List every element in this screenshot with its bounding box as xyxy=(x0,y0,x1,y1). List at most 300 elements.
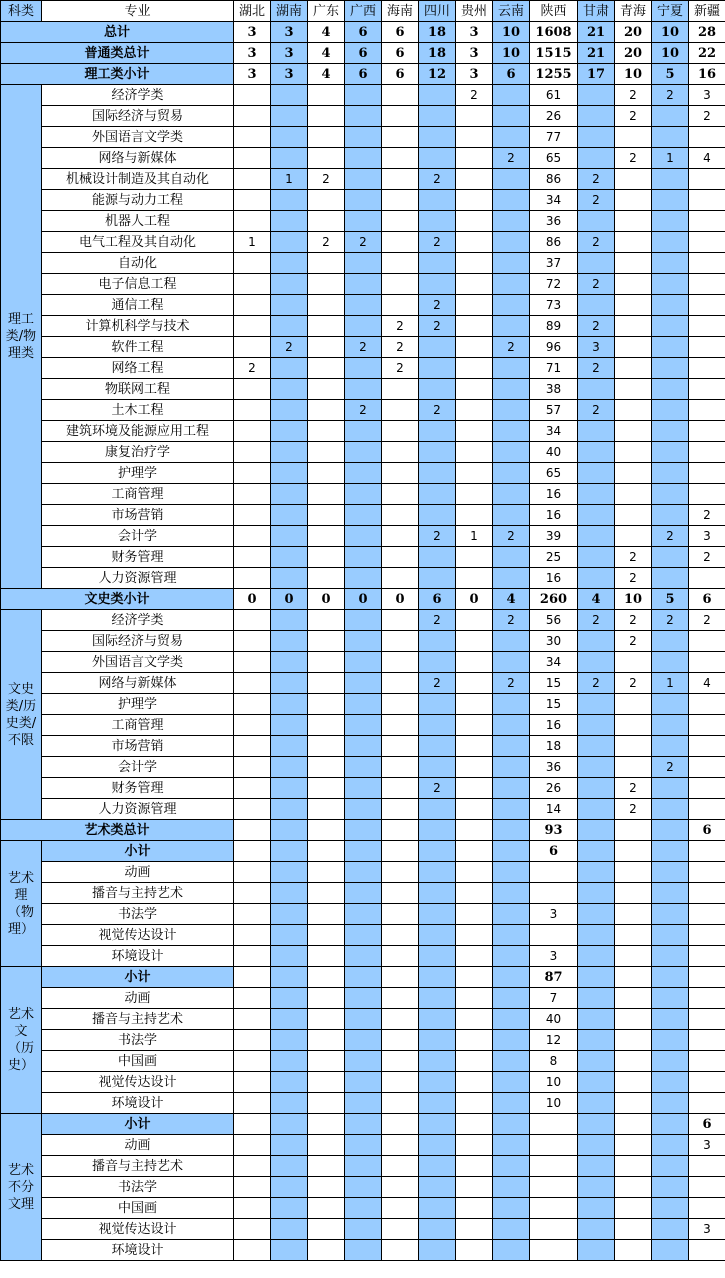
art-subtotal-row xyxy=(1,841,725,862)
value-cell xyxy=(578,862,615,883)
value-cell xyxy=(578,148,615,169)
value-cell: 2 xyxy=(493,526,530,547)
value-cell xyxy=(493,1135,530,1156)
value-cell xyxy=(419,862,456,883)
major-cell: 人力资源管理 xyxy=(42,799,234,820)
value-cell xyxy=(615,694,652,715)
value-cell: 96 xyxy=(530,337,578,358)
value-cell xyxy=(234,946,271,967)
value-cell xyxy=(345,421,382,442)
value-cell xyxy=(308,358,345,379)
value-cell xyxy=(456,757,493,778)
value-cell xyxy=(578,1219,615,1240)
table-row xyxy=(1,778,725,799)
value-cell xyxy=(615,925,652,946)
value-cell: 6 xyxy=(689,1114,725,1135)
value-cell xyxy=(419,442,456,463)
value-cell xyxy=(578,1072,615,1093)
header-province: 四川 xyxy=(419,1,456,22)
table-row xyxy=(1,925,725,946)
value-cell xyxy=(234,1219,271,1240)
value-cell xyxy=(382,1072,419,1093)
value-cell xyxy=(615,190,652,211)
value-cell xyxy=(578,1009,615,1030)
table-row xyxy=(1,274,725,295)
table-row xyxy=(1,190,725,211)
value-cell xyxy=(419,1072,456,1093)
value-cell xyxy=(578,127,615,148)
table-row xyxy=(1,610,725,631)
table-row xyxy=(1,715,725,736)
value-cell xyxy=(615,1114,652,1135)
major-cell: 工商管理 xyxy=(42,715,234,736)
table-row xyxy=(1,1219,725,1240)
value-cell xyxy=(308,883,345,904)
value-cell xyxy=(345,694,382,715)
value-cell xyxy=(308,694,345,715)
value-cell xyxy=(419,925,456,946)
value-cell xyxy=(652,1135,689,1156)
value-cell xyxy=(382,841,419,862)
value-cell xyxy=(382,1177,419,1198)
table-row xyxy=(1,1156,725,1177)
value-cell: 2 xyxy=(419,400,456,421)
value-cell xyxy=(456,568,493,589)
value-cell xyxy=(271,421,308,442)
value-cell xyxy=(456,337,493,358)
value-cell: 10 xyxy=(615,589,652,610)
value-cell xyxy=(345,862,382,883)
value-cell xyxy=(652,316,689,337)
value-cell xyxy=(456,148,493,169)
art-subtotal-row xyxy=(1,1114,725,1135)
value-cell xyxy=(234,169,271,190)
value-cell: 61 xyxy=(530,85,578,106)
value-cell xyxy=(615,316,652,337)
value-cell xyxy=(382,925,419,946)
value-cell xyxy=(234,337,271,358)
value-cell: 2 xyxy=(493,337,530,358)
total-label: 普通类总计 xyxy=(1,43,234,64)
value-cell xyxy=(234,988,271,1009)
value-cell xyxy=(308,1156,345,1177)
header-province: 云南 xyxy=(493,1,530,22)
value-cell xyxy=(271,631,308,652)
value-cell xyxy=(271,211,308,232)
value-cell xyxy=(271,1114,308,1135)
value-cell xyxy=(419,694,456,715)
value-cell xyxy=(578,652,615,673)
value-cell xyxy=(419,988,456,1009)
value-cell xyxy=(419,379,456,400)
major-cell: 电气工程及其自动化 xyxy=(42,232,234,253)
value-cell xyxy=(271,526,308,547)
value-cell xyxy=(615,1240,652,1261)
value-cell: 3 xyxy=(271,43,308,64)
header-province: 宁夏 xyxy=(652,1,689,22)
value-cell: 3 xyxy=(530,904,578,925)
table-row xyxy=(1,253,725,274)
value-cell xyxy=(271,1219,308,1240)
value-cell xyxy=(689,694,725,715)
value-cell: 40 xyxy=(530,442,578,463)
value-cell xyxy=(689,904,725,925)
value-cell xyxy=(578,442,615,463)
value-cell xyxy=(493,715,530,736)
value-cell: 26 xyxy=(530,778,578,799)
value-cell xyxy=(382,610,419,631)
value-cell: 0 xyxy=(382,589,419,610)
value-cell xyxy=(308,1072,345,1093)
value-cell xyxy=(493,358,530,379)
value-cell xyxy=(382,484,419,505)
value-cell xyxy=(456,925,493,946)
value-cell xyxy=(578,883,615,904)
table-row xyxy=(1,1072,725,1093)
value-cell: 2 xyxy=(615,631,652,652)
value-cell: 2 xyxy=(419,169,456,190)
value-cell xyxy=(308,568,345,589)
value-cell xyxy=(493,316,530,337)
value-cell xyxy=(271,904,308,925)
table-row xyxy=(1,316,725,337)
value-cell xyxy=(615,1051,652,1072)
value-cell: 10 xyxy=(530,1093,578,1114)
value-cell xyxy=(382,1030,419,1051)
value-cell xyxy=(493,841,530,862)
value-cell: 2 xyxy=(578,274,615,295)
value-cell xyxy=(652,358,689,379)
value-cell: 87 xyxy=(530,967,578,988)
table-row xyxy=(1,169,725,190)
value-cell xyxy=(578,631,615,652)
value-cell xyxy=(419,820,456,841)
value-cell: 10 xyxy=(493,43,530,64)
value-cell xyxy=(308,1093,345,1114)
value-cell: 8 xyxy=(530,1051,578,1072)
major-cell: 动画 xyxy=(42,1135,234,1156)
major-cell: 网络工程 xyxy=(42,358,234,379)
value-cell xyxy=(652,1240,689,1261)
value-cell xyxy=(271,379,308,400)
value-cell xyxy=(308,1030,345,1051)
value-cell xyxy=(493,778,530,799)
value-cell xyxy=(308,1198,345,1219)
header-province: 广东 xyxy=(308,1,345,22)
value-cell: 6 xyxy=(689,820,725,841)
value-cell xyxy=(493,232,530,253)
value-cell: 2 xyxy=(578,673,615,694)
value-cell xyxy=(382,253,419,274)
value-cell xyxy=(308,631,345,652)
art-total-row xyxy=(1,820,725,841)
value-cell xyxy=(615,379,652,400)
value-cell xyxy=(345,358,382,379)
major-cell: 财务管理 xyxy=(42,778,234,799)
value-cell xyxy=(419,883,456,904)
value-cell xyxy=(493,631,530,652)
value-cell xyxy=(308,946,345,967)
major-cell: 电子信息工程 xyxy=(42,274,234,295)
value-cell xyxy=(456,127,493,148)
value-cell xyxy=(382,883,419,904)
value-cell xyxy=(615,295,652,316)
value-cell xyxy=(382,1051,419,1072)
value-cell xyxy=(493,1114,530,1135)
major-cell: 动画 xyxy=(42,862,234,883)
value-cell: 2 xyxy=(652,757,689,778)
value-cell xyxy=(615,1072,652,1093)
major-cell: 经济学类 xyxy=(42,610,234,631)
major-cell: 网络与新媒体 xyxy=(42,148,234,169)
major-cell: 护理学 xyxy=(42,463,234,484)
value-cell: 4 xyxy=(689,148,725,169)
value-cell xyxy=(652,463,689,484)
value-cell: 1515 xyxy=(530,43,578,64)
value-cell xyxy=(615,274,652,295)
value-cell xyxy=(234,1030,271,1051)
value-cell xyxy=(578,379,615,400)
value-cell xyxy=(652,421,689,442)
major-cell: 外国语言文学类 xyxy=(42,652,234,673)
table-row xyxy=(1,484,725,505)
value-cell xyxy=(652,1156,689,1177)
value-cell xyxy=(345,1051,382,1072)
value-cell xyxy=(382,1156,419,1177)
value-cell xyxy=(652,925,689,946)
value-cell: 2 xyxy=(382,337,419,358)
table-row xyxy=(1,358,725,379)
value-cell xyxy=(689,442,725,463)
value-cell xyxy=(689,169,725,190)
value-cell xyxy=(271,358,308,379)
value-cell xyxy=(456,505,493,526)
value-cell xyxy=(345,1030,382,1051)
value-cell xyxy=(419,421,456,442)
value-cell xyxy=(689,1072,725,1093)
value-cell: 2 xyxy=(345,232,382,253)
value-cell xyxy=(652,841,689,862)
value-cell xyxy=(652,946,689,967)
major-cell: 播音与主持艺术 xyxy=(42,1009,234,1030)
value-cell xyxy=(615,946,652,967)
value-cell xyxy=(234,778,271,799)
value-cell xyxy=(234,1114,271,1135)
value-cell xyxy=(652,106,689,127)
subtotal-label: 小计 xyxy=(42,967,234,988)
value-cell xyxy=(271,463,308,484)
value-cell xyxy=(615,463,652,484)
value-cell xyxy=(234,673,271,694)
value-cell xyxy=(308,400,345,421)
value-cell xyxy=(615,442,652,463)
value-cell xyxy=(382,631,419,652)
value-cell xyxy=(382,400,419,421)
value-cell xyxy=(271,799,308,820)
value-cell xyxy=(456,1177,493,1198)
value-cell xyxy=(652,694,689,715)
value-cell xyxy=(234,526,271,547)
subtotal-label: 小计 xyxy=(42,841,234,862)
value-cell xyxy=(493,1072,530,1093)
value-cell xyxy=(578,484,615,505)
value-cell: 10 xyxy=(530,1072,578,1093)
value-cell xyxy=(382,1219,419,1240)
value-cell xyxy=(382,904,419,925)
value-cell xyxy=(493,883,530,904)
header-province: 青海 xyxy=(615,1,652,22)
value-cell xyxy=(382,169,419,190)
table-row xyxy=(1,652,725,673)
value-cell xyxy=(419,1135,456,1156)
value-cell xyxy=(234,85,271,106)
value-cell: 3 xyxy=(689,526,725,547)
value-cell xyxy=(689,715,725,736)
value-cell xyxy=(271,484,308,505)
value-cell xyxy=(493,1030,530,1051)
value-cell xyxy=(308,610,345,631)
total-row xyxy=(1,43,725,64)
value-cell xyxy=(382,694,419,715)
value-cell: 2 xyxy=(652,526,689,547)
table-row xyxy=(1,211,725,232)
value-cell xyxy=(271,568,308,589)
value-cell xyxy=(530,1135,578,1156)
value-cell xyxy=(652,1009,689,1030)
value-cell: 20 xyxy=(615,43,652,64)
value-cell: 5 xyxy=(652,64,689,85)
value-cell: 16 xyxy=(689,64,725,85)
value-cell xyxy=(689,421,725,442)
value-cell xyxy=(234,148,271,169)
value-cell xyxy=(234,841,271,862)
value-cell xyxy=(308,799,345,820)
value-cell xyxy=(234,715,271,736)
value-cell xyxy=(234,547,271,568)
table-row xyxy=(1,547,725,568)
value-cell: 3 xyxy=(530,946,578,967)
value-cell xyxy=(271,967,308,988)
value-cell xyxy=(652,736,689,757)
major-cell: 土木工程 xyxy=(42,400,234,421)
value-cell xyxy=(382,127,419,148)
value-cell xyxy=(652,253,689,274)
value-cell: 6 xyxy=(345,22,382,43)
value-cell xyxy=(578,421,615,442)
value-cell xyxy=(652,1093,689,1114)
value-cell xyxy=(271,1156,308,1177)
value-cell xyxy=(382,274,419,295)
major-cell: 中国画 xyxy=(42,1051,234,1072)
value-cell: 18 xyxy=(419,43,456,64)
value-cell xyxy=(493,1009,530,1030)
value-cell: 2 xyxy=(615,148,652,169)
value-cell xyxy=(493,757,530,778)
value-cell xyxy=(578,106,615,127)
value-cell: 2 xyxy=(419,232,456,253)
value-cell: 2 xyxy=(234,358,271,379)
value-cell: 0 xyxy=(308,589,345,610)
value-cell xyxy=(234,400,271,421)
value-cell: 1 xyxy=(456,526,493,547)
value-cell xyxy=(615,1093,652,1114)
value-cell: 6 xyxy=(345,43,382,64)
value-cell: 2 xyxy=(615,568,652,589)
value-cell xyxy=(419,106,456,127)
header-major: 专业 xyxy=(42,1,234,22)
value-cell: 65 xyxy=(530,463,578,484)
value-cell xyxy=(345,463,382,484)
table-row xyxy=(1,1198,725,1219)
value-cell: 25 xyxy=(530,547,578,568)
major-cell: 视觉传达设计 xyxy=(42,1219,234,1240)
value-cell xyxy=(652,400,689,421)
value-cell xyxy=(578,547,615,568)
value-cell: 5 xyxy=(652,589,689,610)
value-cell xyxy=(308,379,345,400)
value-cell xyxy=(493,505,530,526)
value-cell xyxy=(530,883,578,904)
value-cell xyxy=(493,211,530,232)
value-cell xyxy=(308,442,345,463)
value-cell xyxy=(578,925,615,946)
value-cell: 3 xyxy=(578,337,615,358)
value-cell: 2 xyxy=(271,337,308,358)
value-cell xyxy=(382,1198,419,1219)
value-cell: 34 xyxy=(530,190,578,211)
value-cell: 3 xyxy=(689,1135,725,1156)
value-cell xyxy=(345,127,382,148)
value-cell: 12 xyxy=(530,1030,578,1051)
value-cell xyxy=(578,463,615,484)
value-cell: 2 xyxy=(419,316,456,337)
value-cell xyxy=(456,1072,493,1093)
value-cell xyxy=(689,1093,725,1114)
value-cell xyxy=(308,253,345,274)
value-cell xyxy=(652,883,689,904)
value-cell xyxy=(689,337,725,358)
value-cell xyxy=(345,190,382,211)
value-cell xyxy=(345,1156,382,1177)
value-cell xyxy=(271,274,308,295)
value-cell xyxy=(271,232,308,253)
value-cell xyxy=(419,799,456,820)
value-cell xyxy=(493,484,530,505)
value-cell xyxy=(615,820,652,841)
total-row xyxy=(1,22,725,43)
value-cell xyxy=(456,358,493,379)
value-cell xyxy=(456,946,493,967)
value-cell: 4 xyxy=(578,589,615,610)
value-cell xyxy=(652,190,689,211)
value-cell xyxy=(689,295,725,316)
value-cell xyxy=(345,757,382,778)
value-cell xyxy=(382,1009,419,1030)
major-cell: 会计学 xyxy=(42,757,234,778)
table-row xyxy=(1,631,725,652)
value-cell xyxy=(382,379,419,400)
header-province: 贵州 xyxy=(456,1,493,22)
value-cell xyxy=(234,505,271,526)
major-cell: 环境设计 xyxy=(42,1093,234,1114)
value-cell: 1255 xyxy=(530,64,578,85)
value-cell xyxy=(382,232,419,253)
value-cell xyxy=(689,946,725,967)
value-cell xyxy=(345,841,382,862)
value-cell: 34 xyxy=(530,421,578,442)
value-cell: 2 xyxy=(419,295,456,316)
value-cell xyxy=(382,1135,419,1156)
